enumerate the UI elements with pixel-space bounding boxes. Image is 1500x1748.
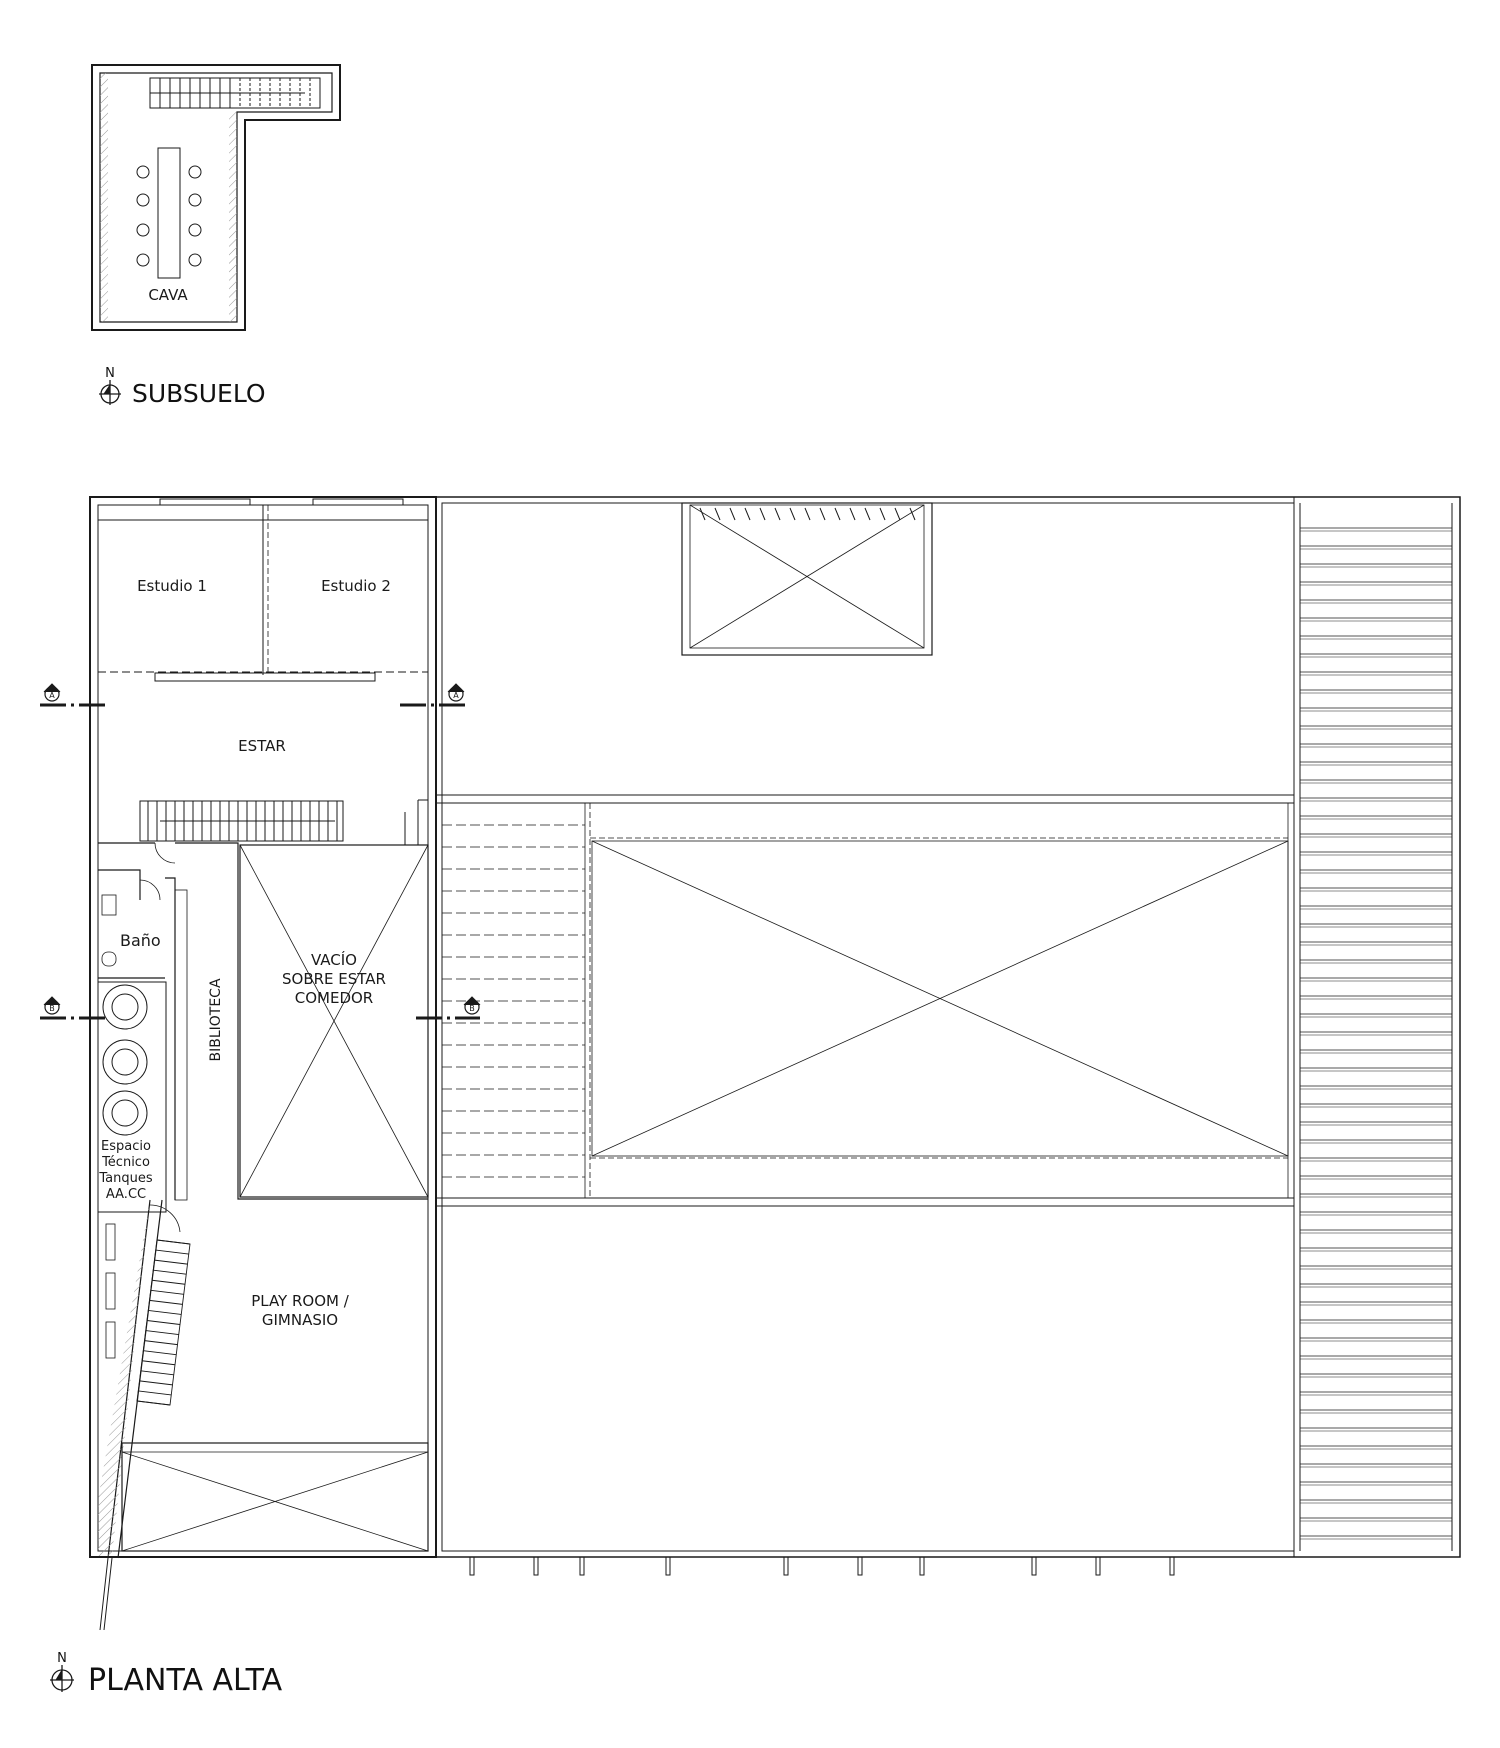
section-letter-a-right: A [453,691,459,700]
room-label-tecnico-line-4: AA.CC [105,1187,147,1202]
north-symbol-subsuelo [99,380,121,405]
room-label-vacio-line-1: VACÍO [310,951,358,969]
roof-slats [442,825,585,1177]
room-label-vacio-line-2: SOBRE ESTAR [282,970,386,988]
roof-skylight [682,503,932,655]
room-label-play-line-2: GIMNASIO [261,1311,339,1329]
subsuelo-plan [92,65,340,330]
room-label-estudio-2: Estudio 2 [321,577,391,595]
cava-chairs [137,166,201,266]
room-label-vacio-line-3: COMEDOR [294,989,374,1007]
estar-stair [140,801,343,841]
slanted-stair [137,1240,190,1405]
section-markers [40,684,480,1018]
cava-inner-wall [100,73,332,322]
section-letter-a-left: A [49,691,55,700]
north-letter-planta-alta: N [57,1651,67,1666]
room-label-biblioteca: BIBLIOTECA [208,978,224,1062]
skylight-louvers [700,508,915,520]
room-label-bano: Baño [120,931,161,950]
north-symbol-planta-alta [50,1665,74,1692]
plan-title-planta-alta: PLANTA ALTA [88,1663,283,1698]
cava-stair [150,78,320,108]
bano-fixtures [102,895,116,915]
cava-outer-wall [92,65,340,330]
biblioteca-shelves [175,890,187,1200]
room-label-tecnico-line-3: Tanques [99,1171,153,1186]
room-label-estar: ESTAR [238,737,286,755]
room-label-cava: CAVA [148,286,188,304]
bottom-posts [470,1557,1174,1575]
room-label-tecnico-line-1: Espacio [101,1139,151,1154]
roof-outer [436,497,1460,1557]
section-letter-b-right: B [469,1004,475,1013]
room-label-play-line-1: PLAY ROOM / [251,1292,349,1310]
room-label-tecnico-line-2: Técnico [102,1155,150,1170]
cava-table [158,148,180,278]
planta-alta-plan [90,497,1460,1630]
roof-strip-louvers [1300,528,1452,1539]
north-letter-subsuelo: N [105,366,115,381]
room-label-estudio-1: Estudio 1 [137,577,207,595]
plan-title-subsuelo: SUBSUELO [132,379,266,408]
section-letter-b-left: B [49,1004,55,1013]
